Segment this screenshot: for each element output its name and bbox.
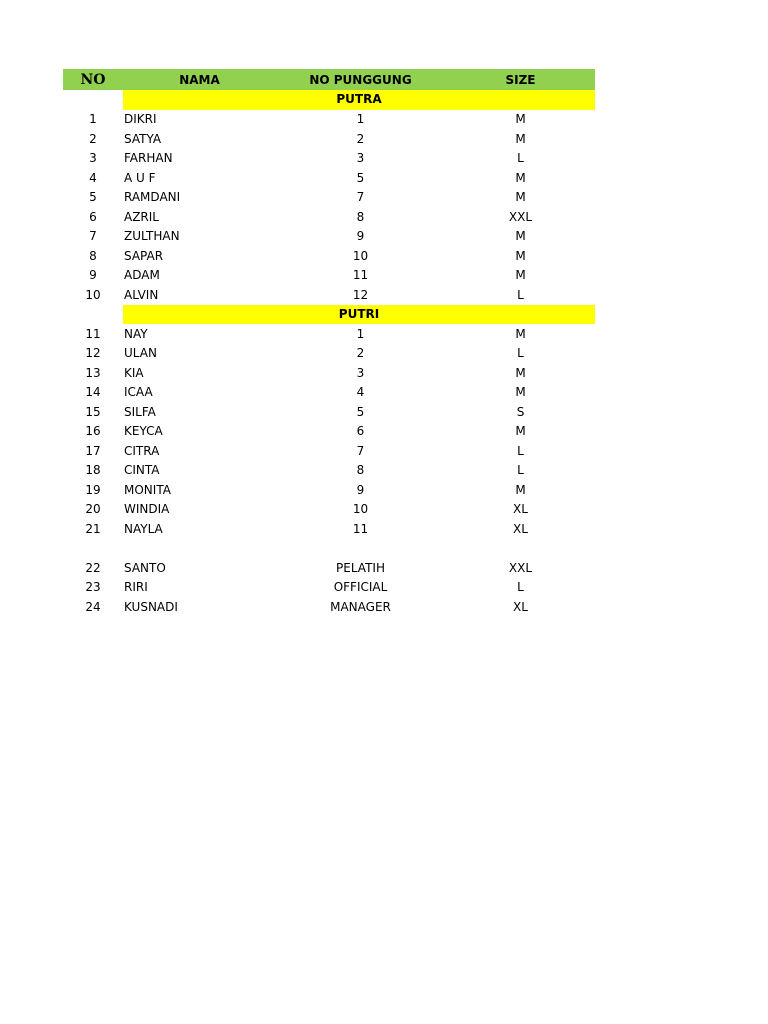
row-nama: KUSNADI xyxy=(124,599,178,614)
row-no-punggung: 5 xyxy=(356,404,365,419)
row-no: 4 xyxy=(89,170,97,185)
table-row xyxy=(63,110,595,130)
table-row xyxy=(63,285,595,305)
section-title: PUTRI xyxy=(123,305,595,325)
row-nama: MONITA xyxy=(124,482,171,497)
table-row xyxy=(63,168,595,188)
row-size: S xyxy=(516,404,525,419)
table-row xyxy=(63,207,595,227)
table-row xyxy=(63,266,595,286)
row-size: M xyxy=(515,365,526,380)
table-row xyxy=(63,519,595,539)
row-size: XXL xyxy=(508,560,533,575)
table-row xyxy=(63,500,595,520)
row-no-punggung: 10 xyxy=(352,248,369,263)
row-no-punggung: 11 xyxy=(352,268,369,283)
row-nama: KIA xyxy=(124,365,144,380)
row-size: M xyxy=(515,248,526,263)
row-no: 13 xyxy=(85,365,101,380)
row-no: 1 xyxy=(89,112,97,127)
row-no-punggung: 4 xyxy=(356,385,365,400)
row-no: 2 xyxy=(89,131,97,146)
row-no-punggung: 1 xyxy=(356,326,365,341)
row-nama: ULAN xyxy=(124,346,157,361)
row-size: M xyxy=(515,170,526,185)
table-row xyxy=(63,246,595,266)
header-no: NO xyxy=(80,71,106,88)
row-nama: ICAA xyxy=(124,385,153,400)
row-no-punggung: 6 xyxy=(356,424,365,439)
row-size: L xyxy=(517,287,524,302)
row-nama: AZRIL xyxy=(124,209,159,224)
table-row xyxy=(63,558,595,578)
row-nama: SATYA xyxy=(124,131,162,146)
row-no: 24 xyxy=(85,599,101,614)
row-nama: NAY xyxy=(124,326,148,341)
row-nama: ZULTHAN xyxy=(124,229,180,244)
table-row xyxy=(63,344,595,364)
row-no: 17 xyxy=(85,443,101,458)
table-row xyxy=(63,441,595,461)
row-no-punggung: 11 xyxy=(352,521,369,536)
row-size: L xyxy=(517,580,524,595)
row-no-punggung: 9 xyxy=(356,482,365,497)
row-no-punggung: 3 xyxy=(356,151,365,166)
row-no: 9 xyxy=(89,268,97,283)
row-size: M xyxy=(515,131,526,146)
row-nama: CITRA xyxy=(124,443,160,458)
row-size: M xyxy=(515,424,526,439)
row-size: M xyxy=(515,112,526,127)
blank-row xyxy=(63,539,595,559)
row-no: 6 xyxy=(89,209,97,224)
row-nama: RIRI xyxy=(124,580,148,595)
section-blank-cell xyxy=(63,90,123,110)
header-size: SIZE xyxy=(505,72,536,87)
section-title: PUTRA xyxy=(123,90,595,110)
section-header-row xyxy=(63,90,595,110)
row-no: 10 xyxy=(85,287,101,302)
table-row xyxy=(63,597,595,617)
table-row xyxy=(63,129,595,149)
row-size: M xyxy=(515,229,526,244)
row-no-punggung: 3 xyxy=(356,365,365,380)
row-size: M xyxy=(515,268,526,283)
table-row xyxy=(63,461,595,481)
row-size: L xyxy=(517,151,524,166)
row-no: 20 xyxy=(85,502,101,517)
table-row xyxy=(63,383,595,403)
row-size: XXL xyxy=(508,209,533,224)
row-nama: SILFA xyxy=(124,404,156,419)
row-no-punggung: OFFICIAL xyxy=(333,580,388,595)
header-no-punggung: NO PUNGGUNG xyxy=(309,72,412,87)
row-no: 15 xyxy=(85,404,101,419)
row-size: XL xyxy=(513,599,528,614)
row-no-punggung: 2 xyxy=(356,131,365,146)
row-size: M xyxy=(515,385,526,400)
row-nama: NAYLA xyxy=(124,521,163,536)
row-no-punggung: 2 xyxy=(356,346,365,361)
row-no: 12 xyxy=(85,346,101,361)
row-nama: FARHAN xyxy=(124,151,173,166)
row-no-punggung: 10 xyxy=(352,502,369,517)
table-row xyxy=(63,480,595,500)
table-row xyxy=(63,578,595,598)
table-row xyxy=(63,188,595,208)
row-no: 8 xyxy=(89,248,97,263)
row-nama: WINDIA xyxy=(124,502,170,517)
table-body xyxy=(63,90,595,617)
row-size: L xyxy=(517,346,524,361)
row-no: 16 xyxy=(85,424,101,439)
table-row xyxy=(63,402,595,422)
section-blank-cell xyxy=(63,305,123,325)
row-no: 22 xyxy=(85,560,101,575)
row-nama: CINTA xyxy=(124,463,160,478)
row-size: L xyxy=(517,463,524,478)
row-no-punggung: 8 xyxy=(356,463,365,478)
row-nama: A U F xyxy=(124,170,156,185)
row-no: 7 xyxy=(89,229,97,244)
row-size: L xyxy=(517,443,524,458)
table-row xyxy=(63,324,595,344)
table-row xyxy=(63,422,595,442)
row-size: M xyxy=(515,190,526,205)
row-nama: ADAM xyxy=(124,268,160,283)
row-no-punggung: 8 xyxy=(356,209,365,224)
row-nama: SANTO xyxy=(124,560,166,575)
table-row xyxy=(63,149,595,169)
row-nama: SAPAR xyxy=(124,248,164,263)
row-no: 18 xyxy=(85,463,101,478)
row-no-punggung: 7 xyxy=(356,443,365,458)
row-no-punggung: 1 xyxy=(356,112,365,127)
row-no: 5 xyxy=(89,190,97,205)
row-no: 19 xyxy=(85,482,101,497)
row-no: 21 xyxy=(85,521,101,536)
row-no: 23 xyxy=(85,580,101,595)
row-nama: DIKRI xyxy=(124,112,157,127)
row-no: 11 xyxy=(85,326,101,341)
row-no-punggung: MANAGER xyxy=(330,599,391,614)
row-no-punggung: 7 xyxy=(356,190,365,205)
row-size: M xyxy=(515,482,526,497)
row-no-punggung: 5 xyxy=(356,170,365,185)
table-row xyxy=(63,363,595,383)
row-no: 3 xyxy=(89,151,97,166)
table-row xyxy=(63,227,595,247)
table-header-row xyxy=(63,69,595,90)
row-size: XL xyxy=(513,502,528,517)
row-size: XL xyxy=(513,521,528,536)
row-nama: KEYCA xyxy=(124,424,163,439)
row-no: 14 xyxy=(85,385,101,400)
row-no-punggung: PELATIH xyxy=(336,560,385,575)
row-no-punggung: 12 xyxy=(352,287,369,302)
jersey-size-table xyxy=(63,69,595,617)
row-nama: ALVIN xyxy=(124,287,159,302)
header-nama: NAMA xyxy=(179,72,220,87)
row-size: M xyxy=(515,326,526,341)
section-header-row xyxy=(63,305,595,325)
row-no-punggung: 9 xyxy=(356,229,365,244)
row-nama: RAMDANI xyxy=(124,190,181,205)
